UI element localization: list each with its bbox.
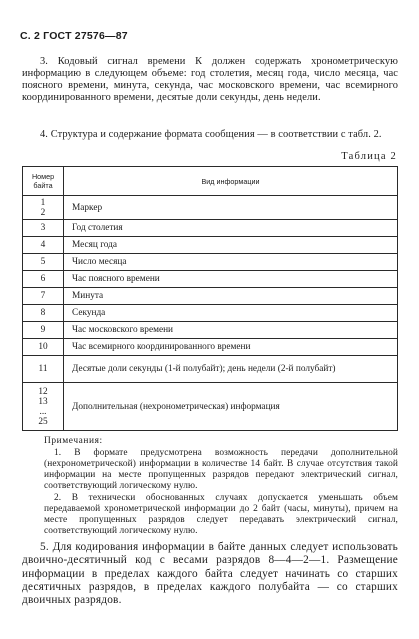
byte-number-cell: 10 (23, 339, 64, 356)
info-type-cell: Секунда (64, 305, 398, 322)
byte-number: 13 (38, 396, 48, 407)
table-row (23, 271, 398, 288)
byte-number-cell: 6 (23, 271, 64, 288)
table-header-row (23, 167, 398, 196)
page-header: С. 2 ГОСТ 27576—87 (20, 30, 128, 42)
byte-number-cell (23, 383, 64, 431)
info-type-cell: Минута (64, 288, 398, 305)
info-type-cell: Час всемирного координированного времени (64, 339, 398, 356)
table-row (23, 322, 398, 339)
byte-number-cell: 3 (23, 220, 64, 237)
byte-number-cell: 8 (23, 305, 64, 322)
table-row (23, 356, 398, 383)
paragraph-5: 5. Для кодирования информации в байте данных следует использовать двоично-десятичный код с весами разрядов 8—4—2—1. Размещение информации в пределах каждого байта следует начинать со старших десятичных разрядов, в пределах каждого полубайта — со старших двоичных разрядов. (22, 541, 398, 607)
info-type-cell: Дополнительная (нехронометрическая) информация (64, 383, 398, 431)
byte-number-cell: 11 (23, 356, 64, 383)
byte-number-ellipsis: ... (39, 406, 47, 417)
byte-number-cell: 9 (23, 322, 64, 339)
table-row (23, 305, 398, 322)
byte-number: 12 (38, 386, 48, 397)
table-row (23, 220, 398, 237)
byte-number-cell: 7 (23, 288, 64, 305)
info-type-cell: Число месяца (64, 254, 398, 271)
byte-number: 1 (40, 197, 46, 208)
info-type-cell: Год столетия (64, 220, 398, 237)
header-info-type: Вид информации (64, 167, 398, 196)
paragraph-4: 4. Структура и содержание формата сообщения — в соответствии с табл. 2. (40, 129, 382, 140)
info-type-cell: Десятые доли секунды (1-й полубайт); день недели (2-й полубайт) (64, 356, 398, 383)
paragraph-3: 3. Кодовый сигнал времени К должен содержать хронометрическую информацию в следующем объеме: год столетия, месяц года, число месяца, час поясного времени, минута, секунда, час московского времени, час всемирного координированного времени, десятые доли секунды, день недели. (22, 56, 398, 104)
info-type-cell: Месяц года (64, 237, 398, 254)
table-caption: Таблица 2 (341, 151, 397, 162)
notes-title: Примечания: (44, 436, 103, 446)
header-byte-number: Номер байта (23, 167, 64, 196)
table-row (23, 288, 398, 305)
byte-number: 2 (40, 207, 46, 218)
byte-number: 25 (38, 416, 48, 427)
format-table (22, 166, 398, 431)
info-type-cell: Час московского времени (64, 322, 398, 339)
info-type-cell: Маркер (64, 196, 398, 220)
table-row (23, 383, 398, 431)
byte-number-cell: 5 (23, 254, 64, 271)
table-row (23, 254, 398, 271)
info-type-cell: Час поясного времени (64, 271, 398, 288)
notes-block (44, 436, 398, 537)
byte-number-cell: 4 (23, 237, 64, 254)
note-item: 1. В формате предусмотрена возможность передачи дополнительной (нехронометрической) информации в количестве 14 байт. В случае отсутствия такой информации на месте пропущенных разрядов передают электрический сигнал, соответствующий логическому нулю. (44, 448, 398, 491)
table-row (23, 196, 398, 220)
table-row (23, 237, 398, 254)
note-item: 2. В технически обоснованных случаях допускается уменьшать объем передаваемой хронометрической информации до 2 байт (часы, минуты), причем на месте пропущенных разрядов следует передавать электрический сигнал, соответствующий логическому нулю. (44, 493, 398, 536)
table-row (23, 339, 398, 356)
byte-number-cell (23, 196, 64, 220)
